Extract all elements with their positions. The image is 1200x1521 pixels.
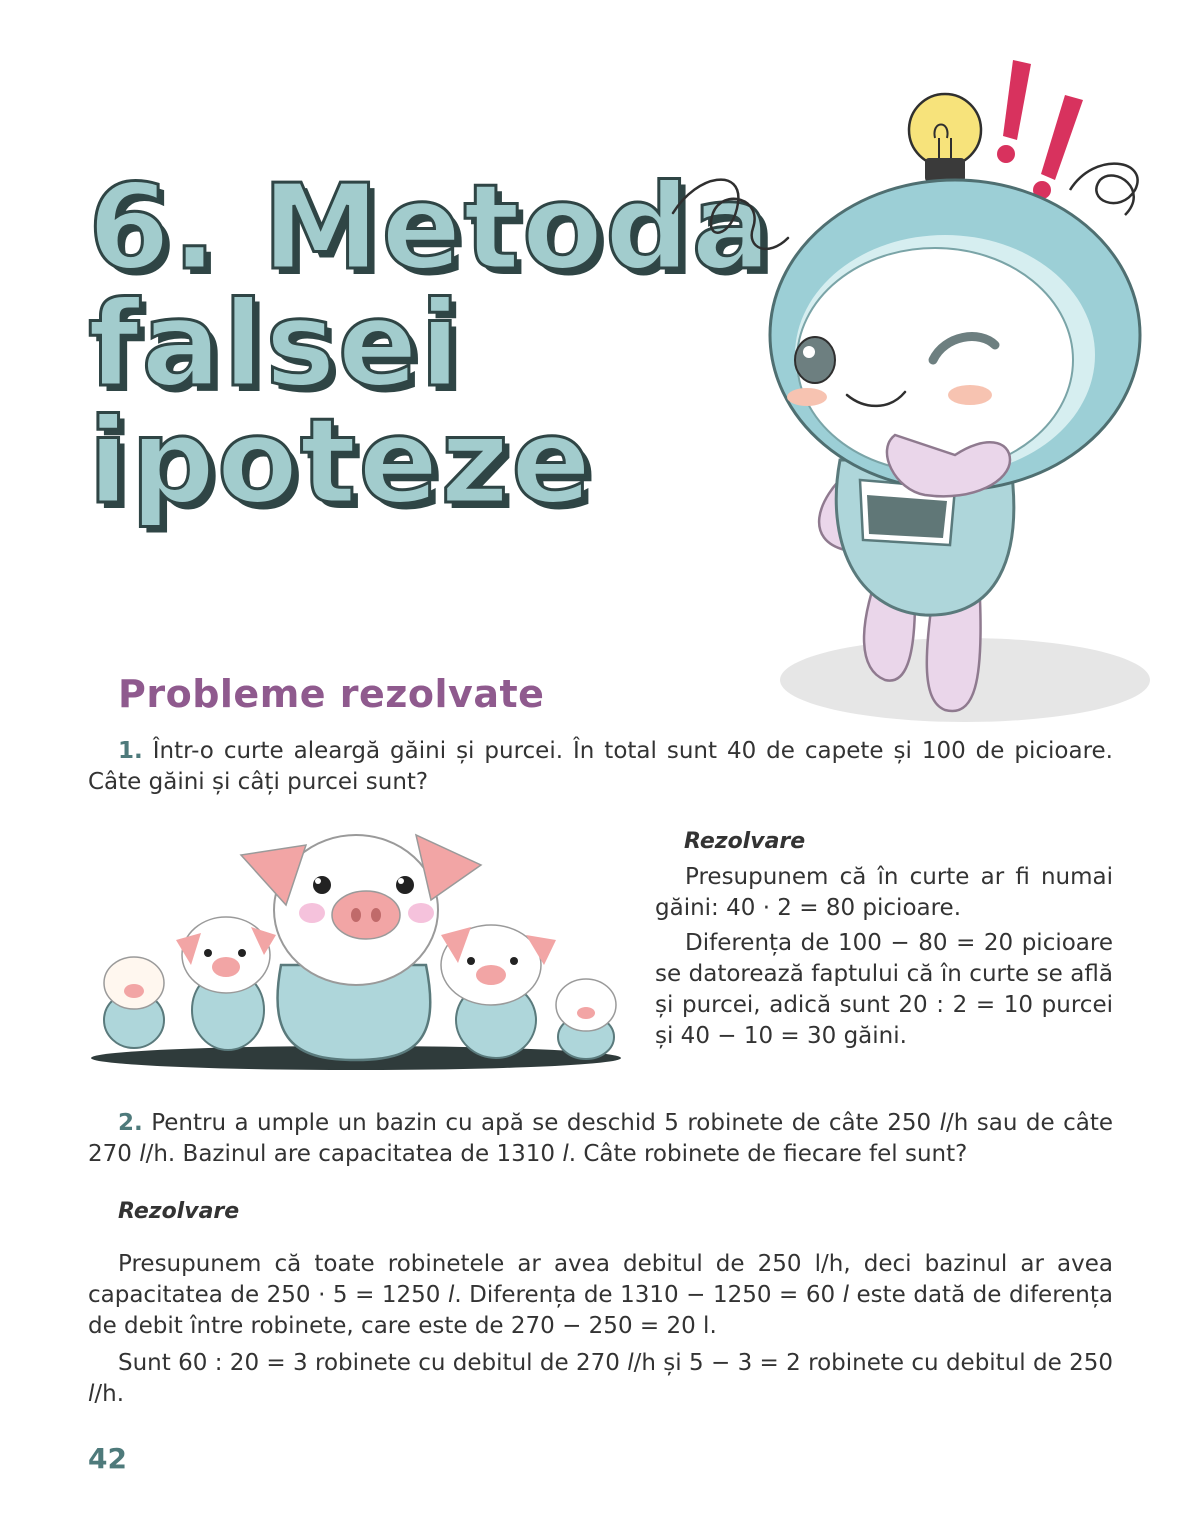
chapter-title-line-1: 6. Metoda	[88, 158, 774, 296]
problem-2-text-b: /h sau de câte 270	[88, 1110, 1113, 1167]
solution-2-text-f: /h.	[94, 1381, 125, 1407]
pigs-illustration	[86, 815, 631, 1075]
problem-1-text: Într-o curte aleargă găini și purcei. În total sunt 40 de capete și 100 de picioare. Câte găini și câți purcei sunt?	[88, 738, 1113, 795]
section-title: Probleme rezolvate	[118, 672, 545, 716]
problem-2-text-c: /h. Bazinul are capacitatea de 1310	[145, 1141, 563, 1167]
solution-2-text-b: . Diferența de 1310 − 1250 = 60	[454, 1282, 843, 1308]
solution-1-heading: Rezolvare	[684, 829, 806, 854]
solution-1-paragraph-2: Diferența de 100 − 80 = 20 picioare se datorează faptului că în curte se află și purcei, adică sunt 20 : 2 = 10 purcei și 40 − 10 = 30 găini.	[655, 930, 1113, 1049]
unit-l: l	[447, 1282, 455, 1308]
robot-mascot-illustration	[755, 40, 1175, 730]
page-number: 42	[88, 1442, 127, 1475]
unit-l: l	[627, 1350, 634, 1376]
solution-2-text-c: este dată de diferența de debit între robinete, care este de 270 − 250 = 20 l.	[88, 1282, 1113, 1339]
problem-1-statement	[88, 736, 1113, 798]
problem-2-statement	[88, 1108, 1113, 1170]
solution-2-heading: Rezolvare	[118, 1199, 240, 1224]
problem-2-text-a: Pentru a umple un bazin cu apă se deschid 5 robinete de câte 250	[142, 1110, 940, 1136]
problem-2-number: 2.	[118, 1110, 143, 1136]
unit-l: l	[842, 1282, 849, 1308]
problem-2-text-d: . Câte robinete de fiecare fel sunt?	[568, 1141, 968, 1167]
problem-1-number: 1.	[118, 738, 143, 764]
unit-l: l	[939, 1110, 946, 1136]
solution-1-paragraph-1: Presupunem că în curte ar fi numai găini: 40 · 2 = 80 picioare.	[655, 864, 1113, 921]
unit-l: l	[562, 1141, 569, 1167]
solution-2-text-a: Presupunem că toate robinetele ar avea debitul de 250 l/h, deci bazinul ar avea capacitatea de 250 · 5 = 1250	[88, 1251, 1113, 1308]
solution-2-text-d: Sunt 60 : 20 = 3 robinete cu debitul de 270	[118, 1350, 628, 1376]
solution-2-text-e: /h și 5 − 3 = 2 robinete cu debitul de 250	[633, 1350, 1113, 1376]
unit-l: l	[139, 1141, 146, 1167]
solution-2-paragraph-1	[88, 1249, 1113, 1342]
unit-l: l	[88, 1381, 95, 1407]
chapter-title-line-3: ipoteze	[88, 392, 594, 530]
solution-2-paragraph-2	[88, 1348, 1113, 1410]
chapter-title-line-2: falsei	[88, 275, 463, 413]
